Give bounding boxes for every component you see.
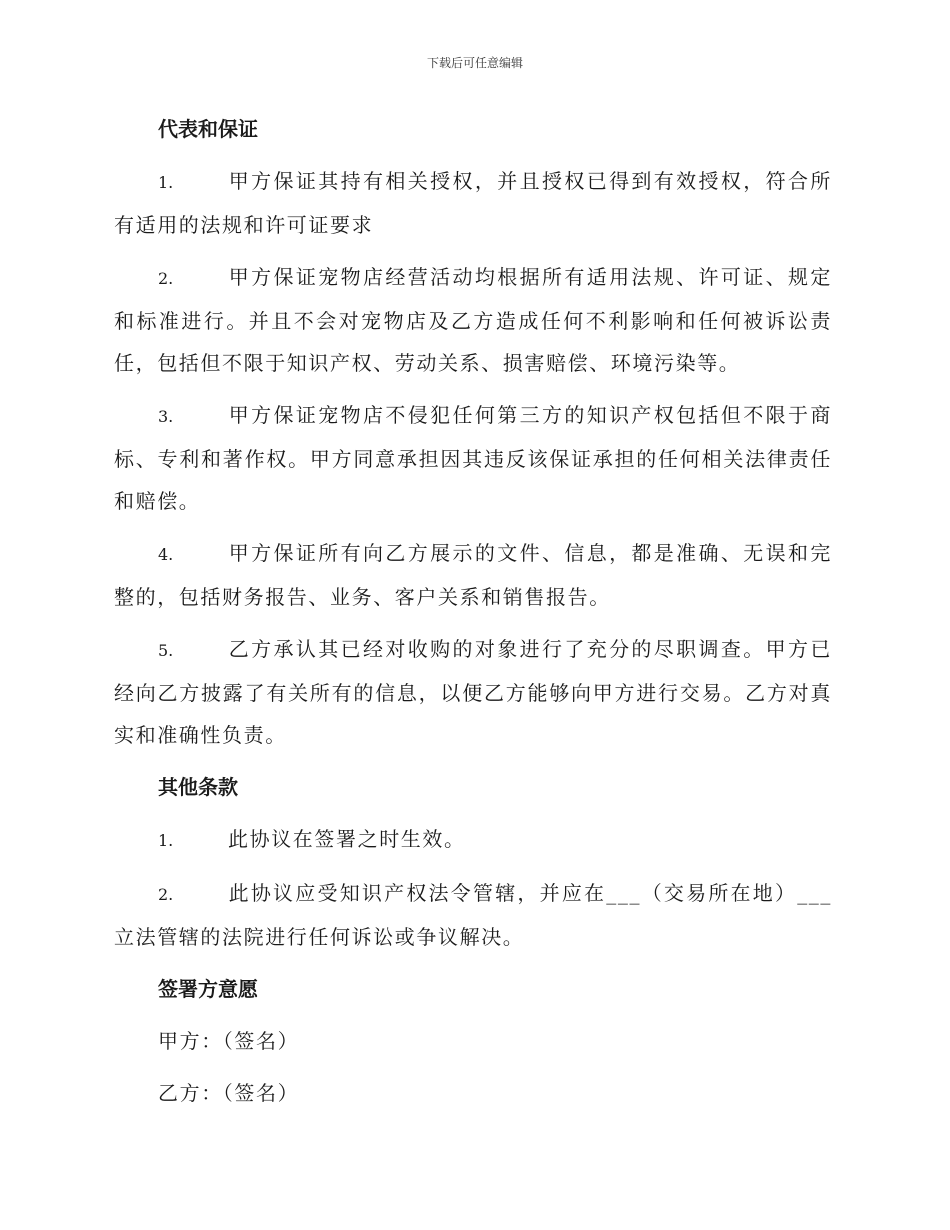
clause-4: [114, 532, 832, 618]
clause-1: [114, 160, 832, 246]
clause-3: [114, 394, 832, 522]
section-title-signature: 签署方意愿: [158, 977, 258, 1001]
page-header-note: 下载后可任意编辑: [426, 56, 523, 70]
clause-text: 甲方保证宠物店不侵犯任何第三方的知识产权包括但不限于商标、专利和著作权。甲方同意承担因其违反该保证承担的任何相关法律责任和赔偿。: [114, 403, 832, 513]
clause-number: 1.: [158, 173, 174, 192]
document-body: [114, 108, 832, 1124]
other-clause-1: [114, 818, 832, 862]
clause-number: 2.: [158, 269, 174, 288]
party-b-signature: 乙方：（签名）: [158, 1081, 300, 1105]
clause-number: 3.: [158, 407, 174, 426]
clause-number: 1.: [158, 831, 174, 850]
section-title-other-terms: 其他条款: [158, 775, 238, 799]
other-clause-2: [114, 872, 832, 958]
clause-number: 5.: [158, 641, 174, 660]
clause-text: 此协议在签署之时生效。: [228, 827, 466, 851]
clause-5: [114, 628, 832, 756]
section-title-representations: 代表和保证: [158, 117, 258, 141]
clause-text: 此协议应受知识产权法令管辖，并应在___（交易所在地）___立法管辖的法院进行任何诉讼或争议解决。: [114, 881, 832, 949]
clause-number: 2.: [158, 885, 174, 904]
clause-number: 4.: [158, 545, 174, 564]
clause-text: 甲方保证其持有相关授权，并且授权已得到有效授权，符合所有适用的法规和许可证要求: [114, 169, 832, 237]
clause-text: 乙方承认其已经对收购的对象进行了充分的尽职调查。甲方已经向乙方披露了有关所有的信息，以便乙方能够向甲方进行交易。乙方对真实和准确性负责。: [114, 637, 832, 747]
party-a-signature: 甲方：（签名）: [158, 1029, 300, 1053]
clause-text: 甲方保证宠物店经营活动均根据所有适用法规、许可证、规定和标准进行。并且不会对宠物店及乙方造成任何不利影响和任何被诉讼责任，包括但不限于知识产权、劳动关系、损害赔偿、环境污染等。: [114, 265, 832, 375]
clause-2: [114, 256, 832, 384]
clause-text: 甲方保证所有向乙方展示的文件、信息，都是准确、无误和完整的，包括财务报告、业务、客户关系和销售报告。: [114, 541, 832, 609]
